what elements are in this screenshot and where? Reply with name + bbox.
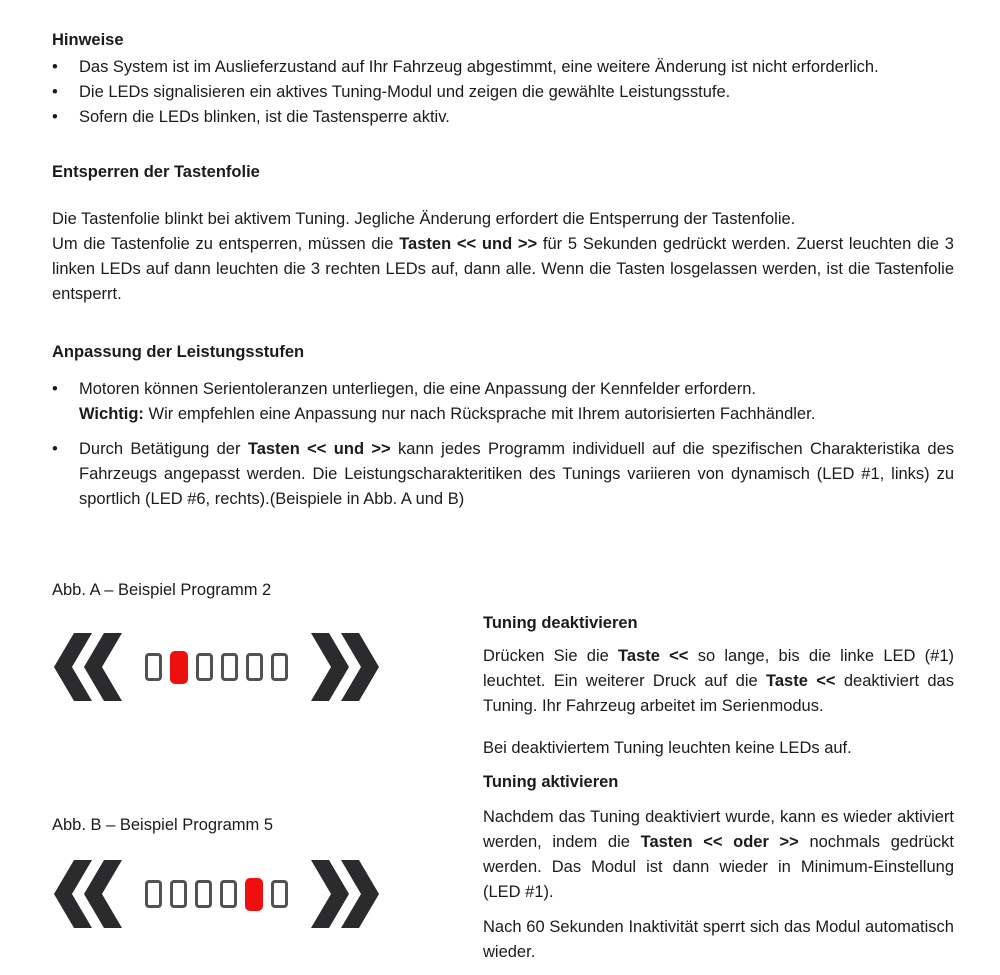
section-anpassung	[52, 340, 954, 512]
list-item	[52, 437, 954, 512]
led-4	[220, 880, 237, 908]
led-3	[196, 653, 213, 681]
figure-a-caption: Abb. A – Beispiel Programm 2	[52, 581, 272, 599]
led-display-figure-a	[52, 633, 483, 701]
led-1	[145, 653, 162, 681]
led-2-active	[170, 651, 188, 684]
led-2	[170, 880, 187, 908]
list-item	[52, 377, 954, 427]
section-entsperren	[52, 160, 954, 307]
list-item	[52, 105, 954, 130]
bullet-icon: •	[52, 83, 58, 101]
section-title-hinweise: Hinweise	[52, 31, 124, 49]
led-5-active	[245, 878, 263, 911]
bullet-text: Durch Betätigung der Tasten << und >> kann jedes Programm individuell auf die spezifischen Charakteristika des Fahrzeugs angepasst werden. Die Leistungscharakteritiken des Tunings variieren von dynamisch (LED #1, links) zu sportlich (LED #6, rechts).(Beispiele in Abb. A und B)	[79, 440, 954, 508]
bullet-icon: •	[52, 380, 58, 398]
bullet-icon: •	[52, 108, 58, 126]
instructions-column	[483, 545, 954, 965]
bullet-icon: •	[52, 58, 58, 76]
led-1	[145, 880, 162, 908]
section-title-anpassung: Anpassung der Leistungsstufen	[52, 343, 305, 361]
section-hinweise	[52, 28, 954, 130]
section-title-tuning-aktivieren: Tuning aktivieren	[483, 773, 619, 791]
double-chevron-right-icon	[311, 860, 381, 928]
figure-b-caption: Abb. B – Beispiel Programm 5	[52, 816, 274, 834]
led-row	[145, 651, 288, 684]
bullet-line: Wichtig: Wir empfehlen eine Anpassung nur nach Rücksprache mit Ihrem autorisierten Fachhändler.	[79, 405, 816, 423]
figures-and-instructions	[52, 545, 954, 965]
bullet-text: Das System ist im Auslieferzustand auf Ihr Fahrzeug abgestimmt, eine weitere Änderung ist nicht erforderlich.	[79, 58, 879, 76]
paragraph: Drücken Sie die Taste << so lange, bis die linke LED (#1) leuchtet. Ein weiterer Druck auf die Taste << deaktiviert das Tuning. Ihr Fahrzeug arbeitet im Serienmodus.	[483, 647, 955, 715]
paragraph: Die Tastenfolie blinkt bei aktivem Tuning. Jegliche Änderung erfordert die Entsperrung der Tastenfolie.	[52, 210, 796, 228]
led-4	[221, 653, 238, 681]
hinweise-bullet-list	[52, 55, 954, 130]
led-5	[246, 653, 263, 681]
section-title-tuning-deaktivieren: Tuning deaktivieren	[483, 614, 638, 632]
paragraph: Nach 60 Sekunden Inaktivität sperrt sich das Modul automatisch wieder.	[483, 918, 954, 961]
paragraph: Nachdem das Tuning deaktiviert wurde, kann es wieder aktiviert werden, indem die Tasten << oder >> nochmals gedrückt werden. Das Modul ist dann wieder in Minimum-Einstellung (LED #1).	[483, 808, 954, 901]
list-item	[52, 80, 954, 105]
anpassung-bullet-list	[52, 377, 954, 512]
led-6	[271, 880, 288, 908]
bullet-icon: •	[52, 440, 58, 458]
led-row	[145, 878, 288, 911]
double-chevron-left-icon	[52, 633, 122, 701]
bullet-text: Die LEDs signalisieren ein aktives Tuning-Modul und zeigen die gewählte Leistungsstufe.	[79, 83, 731, 101]
figures-column	[52, 545, 483, 965]
paragraph: Um die Tastenfolie zu entsperren, müssen die Tasten << und >> für 5 Sekunden gedrückt werden. Zuerst leuchten die 3 linken LEDs auf dann leuchten die 3 rechten LEDs auf, dann alle. Wenn die Tasten losgelassen werden, ist die Tastenfolie entsperrt.	[52, 235, 954, 303]
led-3	[195, 880, 212, 908]
double-chevron-right-icon	[311, 633, 381, 701]
section-title-entsperren: Entsperren der Tastenfolie	[52, 163, 260, 181]
double-chevron-left-icon	[52, 860, 122, 928]
bullet-line: Motoren können Serientoleranzen unterliegen, die eine Anpassung der Kennfelder erfordern.	[79, 380, 756, 398]
list-item	[52, 55, 954, 80]
bullet-text: Sofern die LEDs blinken, ist die Tastensperre aktiv.	[79, 108, 450, 126]
led-display-figure-b	[52, 860, 483, 928]
bullet-text	[79, 377, 954, 427]
led-6	[271, 653, 288, 681]
paragraph: Bei deaktiviertem Tuning leuchten keine LEDs auf.	[483, 739, 852, 757]
